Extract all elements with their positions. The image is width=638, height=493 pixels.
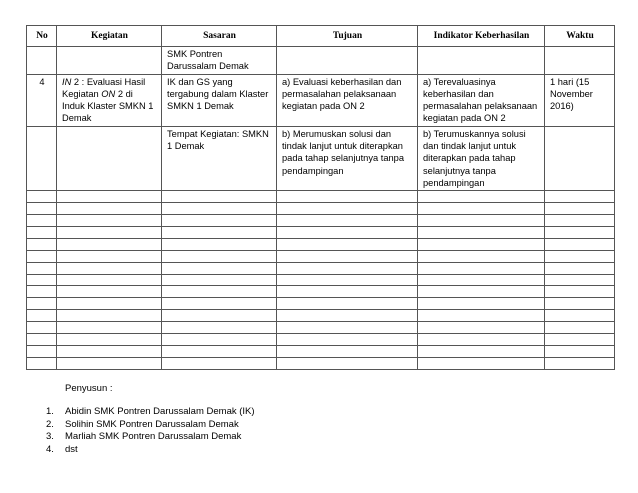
cell-tujuan (277, 286, 418, 298)
cell-no (27, 47, 57, 75)
cell-tujuan (277, 310, 418, 322)
cell-kegiatan (57, 322, 162, 334)
table-row-empty (27, 250, 615, 262)
cell-sasaran (162, 345, 277, 357)
cell-indikator (418, 191, 545, 203)
cell-indikator (418, 238, 545, 250)
cell-sasaran: SMK Pontren Darussalam Demak (162, 47, 277, 75)
kegiatan-in-italic: IN (62, 76, 72, 87)
cell-sasaran (162, 238, 277, 250)
cell-tujuan (277, 191, 418, 203)
cell-tujuan (277, 345, 418, 357)
table-row-empty (27, 238, 615, 250)
table-header-row (27, 26, 615, 47)
cell-kegiatan (57, 345, 162, 357)
cell-waktu (545, 357, 615, 369)
table-row-empty (27, 298, 615, 310)
cell-sasaran (162, 250, 277, 262)
table-row (27, 47, 615, 75)
cell-no (27, 262, 57, 274)
cell-no (27, 298, 57, 310)
cell-sasaran (162, 357, 277, 369)
cell-kegiatan (57, 74, 162, 126)
cell-indikator (418, 345, 545, 357)
list-item-text: Abidin SMK Pontren Darussalam Demak (IK) (65, 406, 255, 417)
table-row-empty (27, 322, 615, 334)
cell-sasaran (162, 226, 277, 238)
list-item (46, 431, 255, 444)
cell-waktu (545, 126, 615, 190)
cell-indikator (418, 274, 545, 286)
cell-tujuan (277, 262, 418, 274)
header-tujuan: Tujuan (277, 26, 418, 47)
empty-rows-group (27, 191, 615, 369)
cell-no (27, 126, 57, 190)
cell-no (27, 286, 57, 298)
table-row-empty (27, 262, 615, 274)
table-row-empty (27, 274, 615, 286)
cell-indikator (418, 298, 545, 310)
table-row-empty (27, 203, 615, 215)
table-row-empty (27, 191, 615, 203)
cell-waktu (545, 298, 615, 310)
cell-tujuan: b) Merumuskan solusi dan tindak lanjut untuk diterapkan pada tahap selanjutnya tanpa pendampingan (277, 126, 418, 190)
cell-waktu (545, 250, 615, 262)
cell-sasaran (162, 203, 277, 215)
cell-indikator: a) Terevaluasinya keberhasilan dan permasalahan pelaksanaan kegiatan pada ON 2 (418, 74, 545, 126)
cell-waktu (545, 310, 615, 322)
cell-sasaran (162, 310, 277, 322)
table-row-empty (27, 286, 615, 298)
cell-indikator: b) Terumuskannya solusi dan tindak lanjut untuk diterapkan pada tahap selanjutnya tanpa pendampingan (418, 126, 545, 190)
cell-kegiatan (57, 226, 162, 238)
cell-waktu (545, 345, 615, 357)
cell-kegiatan (57, 250, 162, 262)
cell-kegiatan (57, 215, 162, 227)
cell-no (27, 333, 57, 345)
list-item-number: 1. (46, 406, 54, 417)
cell-indikator (418, 203, 545, 215)
cell-indikator (418, 357, 545, 369)
cell-tujuan (277, 333, 418, 345)
cell-sasaran (162, 322, 277, 334)
list-item-number: 2. (46, 418, 54, 430)
header-waktu: Waktu (545, 26, 615, 47)
cell-tujuan (277, 250, 418, 262)
cell-indikator (418, 322, 545, 334)
cell-waktu (545, 203, 615, 215)
table-row-empty (27, 333, 615, 345)
cell-no (27, 215, 57, 227)
header-no: No (27, 26, 57, 47)
cell-no (27, 357, 57, 369)
activity-table (26, 25, 615, 370)
activity-table-container (26, 25, 614, 370)
cell-kegiatan (57, 357, 162, 369)
cell-waktu (545, 238, 615, 250)
table-row-empty (27, 226, 615, 238)
header-indikator: Indikator Keberhasilan (418, 26, 545, 47)
cell-sasaran: Tempat Kegiatan: SMKN 1 Demak (162, 126, 277, 190)
list-item (46, 444, 255, 457)
cell-kegiatan (57, 274, 162, 286)
table-row-empty (27, 345, 615, 357)
cell-no (27, 238, 57, 250)
cell-tujuan (277, 226, 418, 238)
cell-kegiatan (57, 310, 162, 322)
cell-no (27, 226, 57, 238)
list-item-text: Solihin SMK Pontren Darussalam Demak (65, 418, 239, 430)
cell-no (27, 203, 57, 215)
cell-kegiatan (57, 126, 162, 190)
cell-indikator (418, 310, 545, 322)
header-sasaran: Sasaran (162, 26, 277, 47)
cell-tujuan (277, 357, 418, 369)
cell-no (27, 191, 57, 203)
table-row-empty (27, 357, 615, 369)
cell-no (27, 345, 57, 357)
cell-tujuan (277, 298, 418, 310)
cell-tujuan (277, 203, 418, 215)
cell-no: 4 (27, 74, 57, 126)
table-row-empty (27, 215, 615, 227)
cell-kegiatan (57, 191, 162, 203)
cell-sasaran (162, 286, 277, 298)
list-item-number: 4. (46, 443, 54, 455)
cell-indikator (418, 250, 545, 262)
cell-tujuan: a) Evaluasi keberhasilan dan permasalahan pelaksanaan kegiatan pada ON 2 (277, 74, 418, 126)
cell-sasaran (162, 191, 277, 203)
cell-no (27, 274, 57, 286)
cell-indikator (418, 226, 545, 238)
cell-waktu (545, 286, 615, 298)
cell-waktu (545, 191, 615, 203)
cell-indikator (418, 215, 545, 227)
cell-no (27, 310, 57, 322)
cell-sasaran (162, 333, 277, 345)
cell-tujuan (277, 238, 418, 250)
list-item-number: 3. (46, 431, 54, 442)
cell-kegiatan (57, 262, 162, 274)
cell-sasaran (162, 215, 277, 227)
cell-indikator (418, 286, 545, 298)
cell-waktu (545, 215, 615, 227)
cell-sasaran: IK dan GS yang tergabung dalam Klaster SMKN 1 Demak (162, 74, 277, 126)
cell-waktu (545, 226, 615, 238)
cell-waktu (545, 47, 615, 75)
kegiatan-text-part2: 2 di Induk Klaster SMKN 1 Demak (62, 88, 154, 124)
cell-no (27, 250, 57, 262)
list-item (46, 419, 255, 432)
list-item-text: Marliah SMK Pontren Darussalam Demak (65, 431, 242, 442)
cell-waktu (545, 262, 615, 274)
author-list (46, 406, 255, 456)
cell-tujuan (277, 47, 418, 75)
cell-sasaran (162, 298, 277, 310)
penyusun-label: Penyusun : (65, 383, 113, 394)
kegiatan-text-part1: 2 : Evaluasi Hasil Kegiatan (62, 76, 146, 99)
table-row-empty (27, 310, 615, 322)
cell-waktu: 1 hari (15 November 2016) (545, 74, 615, 126)
list-item (46, 406, 255, 419)
kegiatan-on-italic: ON (101, 88, 116, 99)
cell-kegiatan (57, 333, 162, 345)
table-row (27, 74, 615, 126)
cell-kegiatan (57, 238, 162, 250)
cell-indikator (418, 333, 545, 345)
cell-kegiatan (57, 286, 162, 298)
cell-waktu (545, 322, 615, 334)
cell-indikator (418, 47, 545, 75)
cell-tujuan (277, 322, 418, 334)
header-kegiatan: Kegiatan (57, 26, 162, 47)
cell-sasaran (162, 262, 277, 274)
cell-kegiatan (57, 298, 162, 310)
cell-no (27, 322, 57, 334)
cell-kegiatan (57, 47, 162, 75)
list-item-text: dst (65, 443, 78, 455)
cell-waktu (545, 274, 615, 286)
cell-waktu (545, 333, 615, 345)
table-row (27, 126, 615, 190)
cell-tujuan (277, 274, 418, 286)
cell-tujuan (277, 215, 418, 227)
cell-sasaran (162, 274, 277, 286)
cell-indikator (418, 262, 545, 274)
cell-kegiatan (57, 203, 162, 215)
